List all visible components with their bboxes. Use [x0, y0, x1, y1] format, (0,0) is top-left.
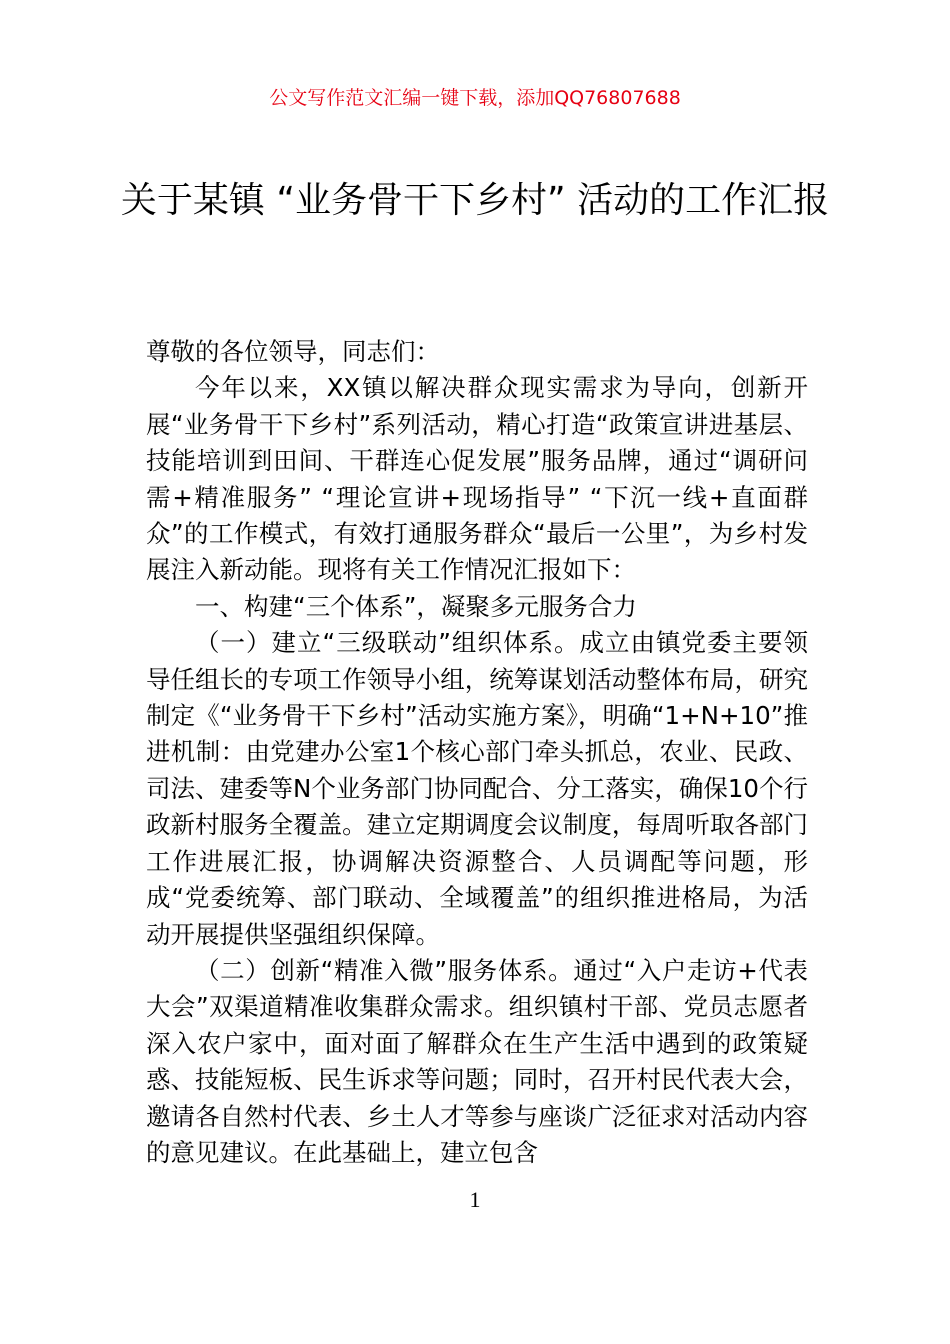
- download-notice: 公文写作范文汇编一键下载，添加QQ76807688: [269, 87, 681, 109]
- paragraph-item-1: （一）建立“三级联动”组织体系。成立由镇党委主要领导任组长的专项工作领导小组，统筹谋划活动整体布局，研究制定《“业务骨干下乡村”活动实施方案》，明确“1+N+10”推进机制：由党建办公室1个核心部门牵头抓总，农业、民政、司法、建委等N个业务部门协同配合、分工落实，确保10个行政新村服务全覆盖。建立定期调度会议制度，每周听取各部门工作进展汇报，协调解决资源整合、人员调配等问题，形成“党委统筹、部门联动、全域覆盖”的组织推进格局，为活动开展提供坚强组织保障。: [146, 628, 808, 949]
- section-heading: 一、构建“三个体系”，凝聚多元服务合力: [195, 591, 637, 621]
- paragraph-item-2: （二）创新“精准入微”服务体系。通过“入户走访+代表大会”双渠道精准收集群众需求。组织镇村干部、党员志愿者深入农户家中，面对面了解群众在生产生活中遇到的政策疑惑、技能短板、民生诉求等问题；同时，召开村民代表大会，邀请各自然村代表、乡土人才等参与座谈广泛征求对活动内容的意见建议。在此基础上，建立包含: [146, 955, 808, 1167]
- salutation: 尊敬的各位领导，同志们：: [146, 337, 440, 366]
- document-body: [146, 334, 808, 1171]
- intro-paragraph: 今年以来，XX镇以解决群众现实需求为导向，创新开展“业务骨干下乡村”系列活动，精心打造“政策宣讲进基层、技能培训到田间、干群连心促发展”服务品牌，通过“调研问需+精准服务” “理论宣讲+现场指导” “下沉一线+直面群众”的工作模式，有效打通服务群众“最后一公里”，为乡村发展注入新动能。现将有关工作情况汇报如下：: [146, 373, 808, 585]
- document-title: 关于某镇 “业务骨干下乡村” 活动的工作汇报: [120, 180, 830, 221]
- page-number: 1: [469, 1187, 481, 1212]
